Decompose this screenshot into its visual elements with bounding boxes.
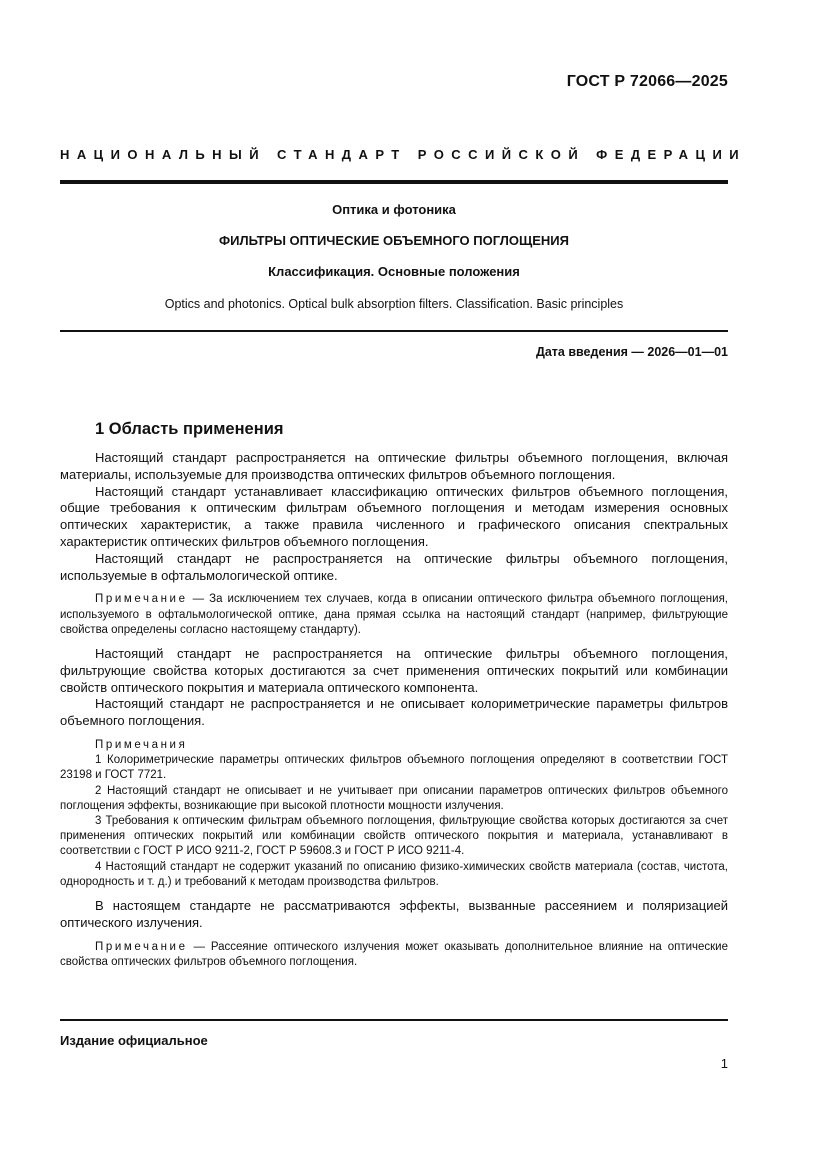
paragraph-3: Настоящий стандарт не распространяется на оптические фильтры объемного поглощения, используемые в офтальмологической оптике. [60,550,728,583]
paragraph-1: Настоящий стандарт распространяется на оптические фильтры объемного поглощения, включая материалы, используемые для производства оптических фильтров объемного поглощения. [60,450,728,482]
notes-item-3: 3 Требования к оптическим фильтрам объемного поглощения, фильтрующие свойства которых достигаются за счет применения оптических покрытий или комбинации свойств оптического покрытия и материала, устанавливают в соответствии с ГОСТ Р ИСО 9211-2, ГОСТ Р 59608.3 и ГОСТ Р ИСО 9211-4. [60,814,728,858]
note-1 [60,592,728,638]
title-subtitle: Классификация. Основные положения [268,264,520,279]
notes-item-1: 1 Колориметрические параметры оптических фильтров объемного поглощения определяют в соответствии ГОСТ 23198 и ГОСТ 7721. [60,754,728,782]
paragraph-4: Настоящий стандарт не распространяется на оптические фильтры объемного поглощения, фильтрующие свойства которых достигаются за счет применения оптических покрытий или комбинации свойств оптического покрытия и материала оптического компонента. [60,645,728,695]
title-main: ФИЛЬТРЫ ОПТИЧЕСКИЕ ОБЪЕМНОГО ПОГЛОЩЕНИЯ [219,233,569,248]
paragraph-6: В настоящем стандарте не рассматриваются эффекты, вызванные рассеянием и поляризацией оптического излучения. [60,898,728,930]
standard-number: ГОСТ Р 72066—2025 [566,73,728,90]
national-standard-title: НАЦИОНАЛЬНЫЙ СТАНДАРТ РОССИЙСКОЙ ФЕДЕРАЦИИ [60,147,747,162]
document-page [60,0,747,1169]
edition-label: Издание официальное [60,1033,208,1048]
introduction-date: Дата введения — 2026—01—01 [535,345,728,359]
paragraph-2: Настоящий стандарт устанавливает классификацию оптических фильтров объемного поглощения, общие требования к оптическим фильтрам объемного поглощения и методам измерения основных оптических характеристик, а также правила численного и графического описания спектральных характеристик оптических фильтров объемного поглощения. [60,483,728,549]
header-rule [60,180,728,184]
notes-item-2: 2 Настоящий стандарт не описывает и не учитывает при описании параметров оптических фильтров объемного поглощения эффекты, возникающие при высокой плотности мощности излучения. [60,784,728,812]
note-1-text: — За исключением тех случаев, когда в описании оптического фильтра объемного поглощения, используемого в офтальмологической оптике, дана прямая ссылка на настоящий стандарт (например, фильтрующие свойства определены согласно настоящему стандарту). [60,593,728,636]
title-english: Optics and photonics. Optical bulk absorption filters. Classification. Basic principles [164,297,624,311]
page-number: 1 [720,1056,728,1071]
paragraph-5: Настоящий стандарт не распространяется и не описывает колориметрические параметры фильтров объемного поглощения. [60,696,728,729]
title-field: Оптика и фотоника [332,202,456,217]
section-body [60,450,728,970]
title-rule [60,330,728,332]
section-heading: 1 Область применения [95,420,284,438]
note-2-label: Примечание [95,940,188,953]
note-2 [60,940,728,970]
note-1-label: Примечание [95,593,188,606]
footer-rule [60,1019,728,1021]
notes-item-4: 4 Настоящий стандарт не содержит указаний по описанию физико-химических свойств материала (состав, чистота, однородность и т. д.) и требований к методам производства фильтров. [60,860,728,888]
note-2-text: — Рассеяние оптического излучения может оказывать дополнительное влияние на оптические свойства оптических фильтров объемного поглощения. [60,940,728,968]
notes-label: Примечания [95,738,188,751]
